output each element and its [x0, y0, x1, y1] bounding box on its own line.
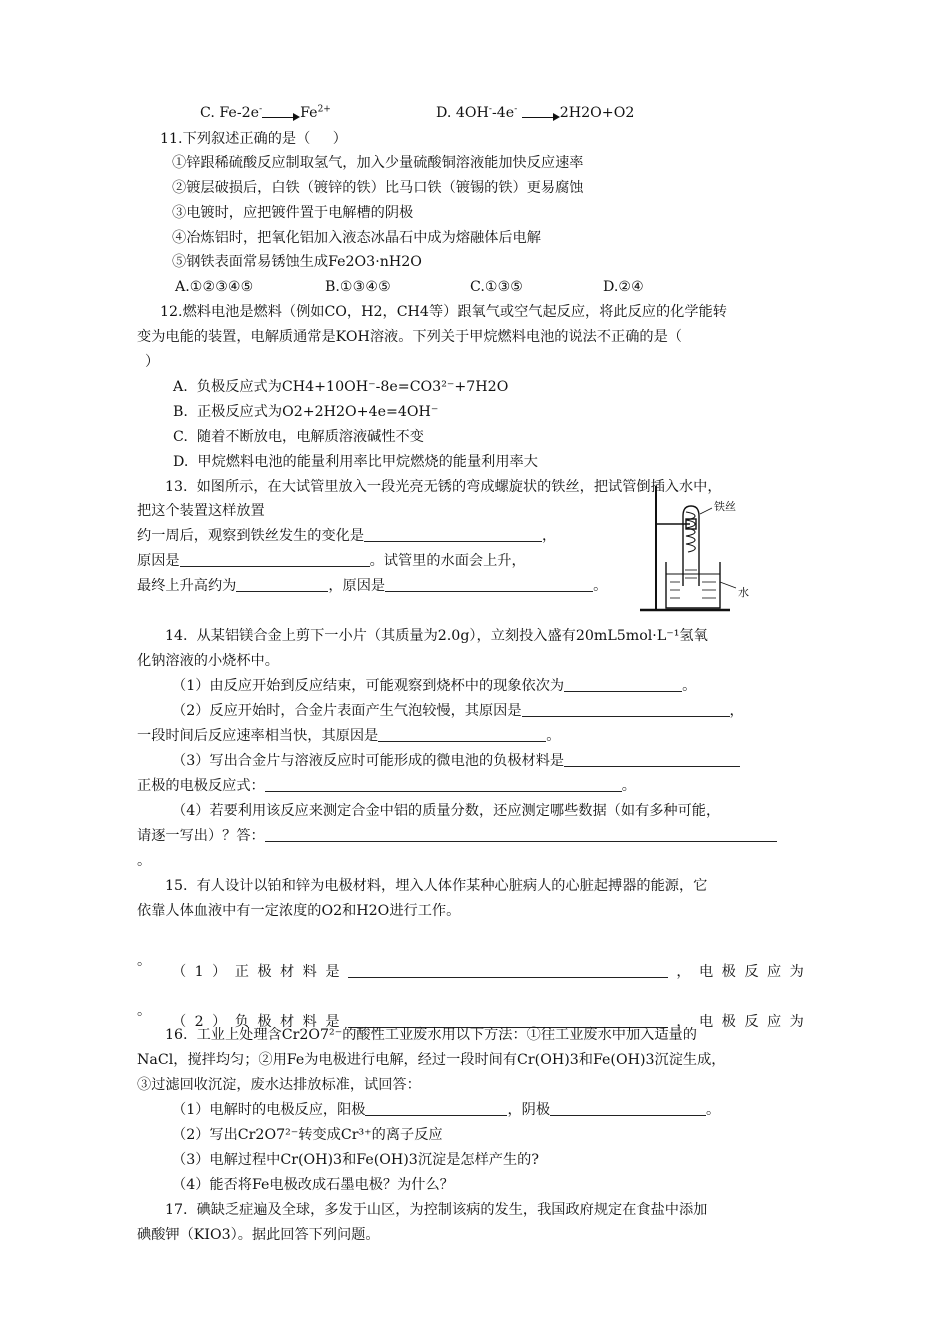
q15-part-1-end: 。: [137, 953, 152, 969]
answer-blank[interactable]: [550, 1101, 706, 1116]
q16-stem-2: NaCl，搅拌均匀；②用Fe为电极进行电解，经过一段时间有Cr(OH)3和Fe(OH)3沉淀生成，: [137, 1052, 726, 1068]
q15-part-2: （ 2 ） 负 极 材 料 是 ， 电 极 反 应 为: [172, 1014, 804, 1030]
q14-part-1: （1）由反应开始到反应结束，可能观察到烧杯中的现象依次为 。: [172, 678, 697, 694]
answer-blank[interactable]: [378, 727, 546, 742]
q14-stem-1: 14. 从某铝镁合金上剪下一小片（其质量为2.0g），立刻投入盛有20mL5mol·L⁻¹氢氧: [165, 628, 708, 644]
q11-item-3: ③电镀时，应把镀件置于电解槽的阴极: [172, 205, 414, 221]
answer-blank[interactable]: [265, 777, 622, 792]
q15-stem-2: 依靠人体血液中有一定浓度的O2和H2O进行工作。: [137, 903, 461, 919]
q17-stem-1: 17. 碘缺乏症遍及全球，多发于山区，为控制该病的发生，我国政府规定在食盐中添加: [165, 1202, 708, 1218]
q12-option-d: D. 甲烷燃料电池的能量利用率比甲烷燃烧的能量利用率大: [173, 454, 538, 470]
answer-blank[interactable]: [348, 963, 668, 978]
answer-blank[interactable]: [364, 527, 542, 542]
q11-item-5: ⑤钢铁表面常易锈蚀生成Fe2O3·nH2O: [172, 254, 422, 270]
q11-item-2: ②镀层破损后，白铁（镀锌的铁）比马口铁（镀锡的铁）更易腐蚀: [172, 180, 584, 196]
reaction-arrow-icon: [262, 109, 300, 121]
figure-label-iron-wire: 铁丝: [714, 500, 736, 513]
q12-stem-3: ）: [145, 354, 160, 370]
iron-wire-test-tube-figure: [628, 478, 778, 618]
q16-part-1: （1）电解时的电极反应，阳极 ，阴极 。: [172, 1102, 721, 1118]
q13-line-2: 原因是 。试管里的水面会上升，: [137, 553, 526, 569]
q13-line-1: 约一周后，观察到铁丝发生的变化是 ，: [137, 528, 557, 544]
q11-option-d: D.②④: [603, 279, 644, 295]
q14-part-3b: 正极的电极反应式： 。: [137, 778, 636, 794]
answer-blank[interactable]: [564, 752, 740, 767]
q11-item-1: ①锌跟稀硫酸反应制取氢气，加入少量硫酸铜溶液能加快反应速率: [172, 155, 584, 171]
q14-part-4c: 。: [137, 853, 152, 869]
answer-blank[interactable]: [236, 577, 328, 592]
q12-option-b: B. 正极反应式为O2+2H2O+4e=4OH⁻: [173, 404, 439, 420]
q14-part-3: （3）写出合金片与溶液反应时可能形成的微电池的负极材料是: [172, 752, 740, 770]
answer-blank[interactable]: [265, 827, 777, 842]
q11-item-4: ④冶炼铝时，把氧化铝加入液态冰晶石中成为熔融体后电解: [172, 230, 541, 246]
q14-part-4b: 请逐一写出）？答：: [137, 827, 777, 845]
q13-stem-1: 13. 如图所示，在大试管里放入一段光亮无锈的弯成螺旋状的铁丝，把试管倒插入水中，: [165, 479, 722, 495]
figure-label-water: 水: [738, 586, 749, 599]
answer-blank[interactable]: [385, 577, 593, 592]
q14-part-4a: （4）若要利用该反应来测定合金中铝的质量分数，还应测定哪些数据（如有多种可能，: [172, 803, 721, 819]
q11-option-a: A.①②③④⑤: [175, 279, 254, 295]
q16-part-3: （3）电解过程中Cr(OH)3和Fe(OH)3沉淀是怎样产生的?: [172, 1152, 539, 1168]
reaction-arrow-icon: [522, 109, 560, 121]
q12-stem-2: 变为电能的装置，电解质通常是KOH溶液。下列关于甲烷燃料电池的说法不正确的是（: [137, 329, 682, 345]
q11-option-b: B.①③④⑤: [325, 279, 391, 295]
q14-part-2b: 一段时间后反应速率相当快，其原因是 。: [137, 728, 561, 744]
q14-part-2: （2）反应开始时，合金片表面产生气泡较慢，其原因是 ，: [172, 703, 744, 719]
q11-stem: 11.下列叙述正确的是（ ）: [160, 131, 347, 147]
q12-option-c: C. 随着不断放电，电解质溶液碱性不变: [173, 429, 424, 445]
q15-part-1: （ 1 ） 正 极 材 料 是 ， 电 极 反 应 为: [172, 964, 804, 980]
q16-part-2: （2）写出Cr2O7²⁻转变成Cr³⁺的离子反应: [172, 1127, 443, 1143]
q13-line-3: 最终上升高约为 ，原因是 。: [137, 578, 608, 594]
q12-stem-1: 12.燃料电池是燃料（例如CO，H2，CH4等）跟氧气或空气起反应，将此反应的化学能转: [160, 304, 727, 320]
q16-part-4: （4）能否将Fe电极改成石墨电极？为什么？: [172, 1177, 454, 1193]
q15-part-2-end: 。: [137, 1003, 152, 1019]
answer-blank[interactable]: [564, 677, 682, 692]
answer-blank[interactable]: [522, 702, 730, 717]
q10-option-d: D. 4OH--4e- 2H2O+O2: [436, 104, 635, 121]
q14-stem-2: 化钠溶液的小烧杯中。: [137, 653, 279, 669]
q17-stem-2: 碘酸钾（KIO3）。据此回答下列问题。: [137, 1227, 380, 1243]
answer-blank[interactable]: [365, 1101, 507, 1116]
q13-stem-2: 把这个装置这样放置: [137, 503, 265, 519]
answer-blank[interactable]: [180, 552, 370, 567]
q15-stem-1: 15. 有人设计以铂和锌为电极材料，埋入人体作某种心脏病人的心脏起搏器的能源，它: [165, 878, 708, 894]
q16-stem-1: 16. 工业上处理含Cr2O7²⁻的酸性工业废水用以下方法：①往工业废水中加入适量的: [165, 1027, 697, 1043]
q12-option-a: A. 负极反应式为CH4+10OH⁻-8e=CO3²⁻+7H2O: [173, 379, 509, 395]
q11-option-c: C.①③⑤: [470, 279, 524, 295]
q10-option-c: C. Fe-2e- $Fe^{2+}$: [200, 104, 331, 121]
q16-stem-3: ③过滤回收沉淀，废水达排放标准，试回答：: [137, 1077, 421, 1093]
